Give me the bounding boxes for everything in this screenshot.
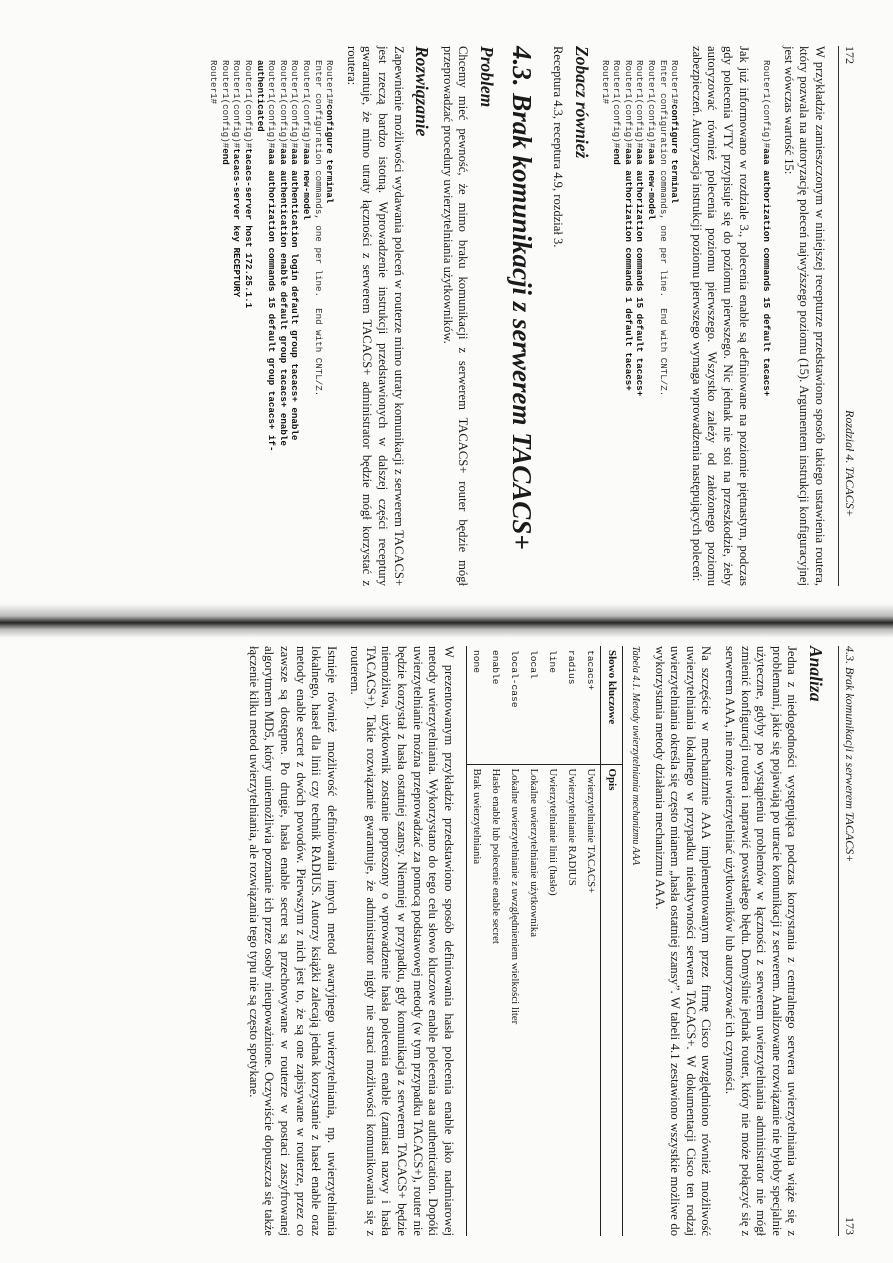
keyword-cell: radius xyxy=(562,646,581,764)
code-block-3 xyxy=(208,60,336,586)
analysis-paragraph-1: Jedna z niedogodności występująca podczas korzystania z centralnego serwera uwierzytelniania wiąże się z problemami, jakie się pojawiają po utracie komunikacji z serwerem. Analizowane rozwiązanie nie byłoby specjalnie użyteczne, gdyby po wystąpieniu problemów w łączności z serwerem uwierzytelniania administrator nie mógł zmienić konfiguracji routera i naprawić powstałego błędu. Domyślnie jednak router, który nie może połączyć się z serwerem AAA, nie może uwierzytelniać użytkowników lub autoryzować ich czynności. xyxy=(723,646,800,1236)
keyword-cell: local-case xyxy=(505,646,524,764)
code-line: Enter configuration commands, one per line. End with CNTL/Z. xyxy=(312,60,324,397)
left-column xyxy=(198,46,827,586)
code-line: Router1(config)#end xyxy=(611,60,623,165)
page-number: 173 xyxy=(843,1217,857,1235)
table-row xyxy=(466,646,486,1236)
table-header-row xyxy=(600,646,623,1236)
intro-paragraph: W przykładzie zamieszczonym w niniejszej recepturze przedstawiono sposób takiego ustawienia routera, który pozwala na autoryzację poleceń najwyższego poziomu (15). Argumentem instrukcji konfiguracyjnej jest wówczas wartość 15: xyxy=(781,46,827,586)
left-page xyxy=(0,0,893,612)
description-cell: Uwierzytelnianie RADIUS xyxy=(565,768,578,886)
code-line: Router1(config)#tacacs-server host 172.25.1.1 xyxy=(243,60,254,309)
column-header: Opis xyxy=(600,764,623,1236)
page-number: 172 xyxy=(843,46,857,64)
right-page xyxy=(0,632,893,1263)
keyword-cell: local xyxy=(524,646,543,764)
keyword-cell: tacacs+ xyxy=(581,646,601,764)
code-block-2 xyxy=(599,60,680,586)
code-line: Router1(config)#tacacs-server key RECEPTURY xyxy=(231,60,243,298)
table-row xyxy=(505,646,524,1236)
code-line: Router1(config)#aaa authentication enable default group tacacs+ enable xyxy=(277,60,289,446)
right-column xyxy=(237,646,827,1236)
code-line: Router1(config)#aaa new-model xyxy=(300,60,312,220)
table-row xyxy=(524,646,543,1236)
solution-text: Zapewnienie możliwości wydawania poleceń w routerze mimo utraty komunikacji z serwerem TACACS+ jest rzeczą bardzo istotną. Wprowadzenie instrukcji przedstawionych w dalszej części receptury gwarantuje, że mimo utraty łączności z serwerem TACACS+ administrator będzie mógł korzystać z routera: xyxy=(344,46,406,586)
see-also-text: Receptura 4.3, receptura 4.9, rozdział 3. xyxy=(551,46,566,248)
header-rule xyxy=(838,646,839,1236)
keyword-cell: enable xyxy=(486,646,505,764)
problem-text: Chcemy mieć pewność, że mimo braku komunikacji z serwerem TACACS+ router będzie mógł przeprowadzać procedury uwierzytelniania użytkowników. xyxy=(440,46,471,586)
paragraph-2: Jak już informowano w rozdziale 3., polecenia enable są definiowane na poziomie piętnastym, podczas gdy polecenia VTY przypisuje się do poziomu pierwszego. Nic jednak nie stoi na przeszkodzie, żeby autoryzować również polecenia poziomu pierwszego. Wszystko zależy od założonego poziomu zabezpieczeń. Autoryzacja instrukcji poziomu pierwszego wymaga wprowadzenia następujących poleceń: xyxy=(689,46,751,586)
problem-heading: Problem xyxy=(476,46,497,108)
code-line: Router1(config)#aaa authorization commands 1 default tacacs+ xyxy=(622,60,634,391)
description-cell: Brak uwierzytelniania xyxy=(466,764,486,1236)
table-row xyxy=(486,646,505,1236)
description-cell: Lokalne uwierzytelnianie użytkownika xyxy=(527,768,540,937)
analysis-paragraph-2: Na szczęście w mechanizmie AAA implementowanym przez firmę Cisco uwzględniono również możliwość uwierzytelniania lokalnego w przypadku nieaktywności serwera TACACS+. W dokumentacji Cisco ten rodzaj uwierzytelniania określa się często mianem „hasła ostatniej szansy”. W tabeli 4.1 zestawiono wszystkie możliwe do wykorzystania metody działania mechanizmu AAA. xyxy=(652,646,714,1236)
running-head: Rozdział 4. TACACS+ xyxy=(843,410,857,517)
analysis-heading: Analiza xyxy=(806,646,826,702)
column-header: Słowo kluczowe xyxy=(600,646,623,764)
code-line: authenticated xyxy=(254,60,266,132)
solution-heading: Rozwiązanie xyxy=(412,46,433,137)
see-also-heading: Zobacz również xyxy=(572,46,593,159)
code-line: Router1# xyxy=(208,60,220,105)
analysis-paragraph-3: W prezentowanym przykładzie przedstawiono sposób definiowania hasła polecenia enable jako nadmiarowej metody uwierzytelniania. Wykorzystano do tego celu słowo kluczowe enable polecenia aaa authentication. Dopóki uwierzytelnianie można przeprowadzać za pomocą podstawowej metody (w tym przypadku TACACS+), router nie będzie korzystał z hasła ostatniej szansy. Niemniej w przypadku, gdy komunikacja z serwerem TACACS+ będzie niemożliwa, użytkownik zostanie poproszony o wprowadzenie hasła polecenia enable (zamiast nazwy i hasła TACACS+). Takie rozwiązanie gwarantuje, że administrator nigdy nie straci możliwości komunikowania się z routerem. xyxy=(348,646,456,1236)
code-line: Router1#configure terminal xyxy=(324,60,336,204)
code-line: Router1(config)#aaa authentication login default group tacacs+ enable xyxy=(289,60,301,441)
chapter-title: 4.3. Brak komunikacji z serwerem TACACS+ xyxy=(506,46,537,550)
code-line: Enter configuration commands, one per line. End with CNTL/Z. xyxy=(657,60,669,397)
description-cell: Uwierzytelnianie linii (hasło) xyxy=(546,768,559,896)
table-row xyxy=(543,646,562,1236)
keyword-cell: none xyxy=(466,646,486,764)
code-block-1: Router1(config)#aaa authorization commands 15 default tacacs+ xyxy=(761,60,773,397)
keyword-cell: line xyxy=(543,646,562,764)
description-cell: Lokalne uwierzytelnianie z uwzględnieniem wielkości liter xyxy=(508,768,521,1025)
aaa-methods-table xyxy=(466,646,624,1236)
code-line: Router1(config)#aaa authorization commands 15 default tacacs+ xyxy=(634,60,646,397)
table-row xyxy=(581,646,601,1236)
table-caption: Tabela 4.1. Metody uwierzytelniania mechanizmu AAA xyxy=(630,646,642,866)
code-line: Router1(config)#aaa authorization commands 15 default group tacacs+ if- xyxy=(266,60,278,452)
code-line: Router1(config)#aaa new-model xyxy=(646,60,658,220)
code-line: Router1(config)#end xyxy=(219,60,231,165)
code-line: Router1# xyxy=(599,60,611,105)
running-head: 4.3. Brak komunikacji z serwerem TACACS+ xyxy=(843,646,857,863)
header-rule xyxy=(838,46,839,586)
code-line: Router1#configure terminal xyxy=(669,60,681,204)
analysis-paragraph-4: Istnieje również możliwość definiowania innych metod awaryjnego uwierzytelniania, np. uwierzytelniania lokalnego, haseł dla linii czy technik RADIUS. Autorzy książki zalecają jednak korzystanie z haseł enable oraz metody enable secret z dwóch powodów. Pierwszym z nich jest to, że są one zapisywane w routerze, przez co zawsze są dostępne. Po drugie, hasła enable secret są przechowywane w routerze w postaci zaszyfrowanej algorytmem MD5, który uniemożliwia poznanie ich przez osoby nieupoważnione. Oczywiście dopuszcza się także łączenie kilku metod uwierzytelniania, ale rozwiązania tego typu nie są często spotykane. xyxy=(246,646,339,1236)
description-cell: Hasło enable lub polecenie enable secret xyxy=(489,768,502,944)
description-cell: Uwierzytelnianie TACACS+ xyxy=(584,768,597,894)
table-row xyxy=(562,646,581,1236)
